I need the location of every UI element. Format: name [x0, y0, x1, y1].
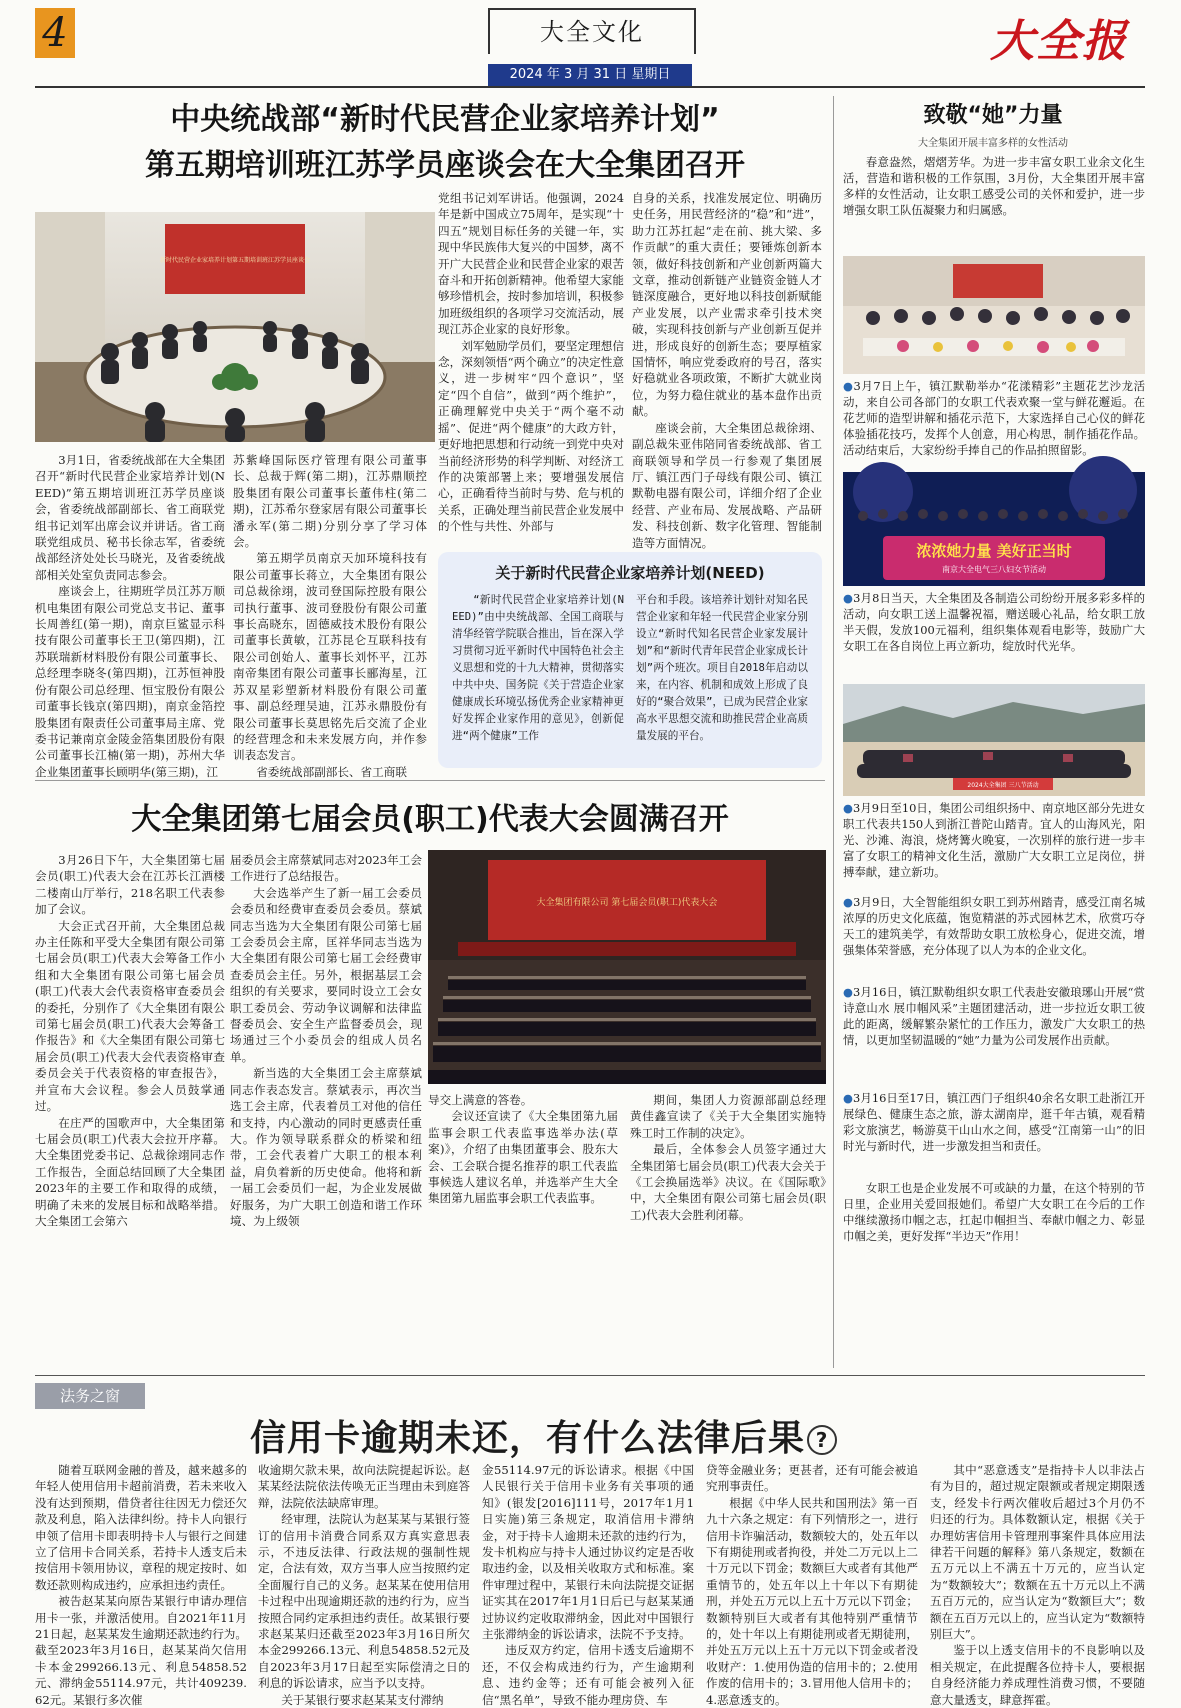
bullet-icon: ●: [843, 1091, 854, 1105]
legal-column-1: [35, 1462, 247, 1707]
question-mark-icon: ?: [807, 1425, 837, 1455]
article2-title: 大全集团第七届会员(职工)代表大会圆满召开: [131, 802, 729, 837]
paragraph: 苏紫峰国际医疗管理有限公司董事长、总裁于辉(第二期)，江苏鼎顺控股集团有限公司董事长董伟柱(第二期)，江苏希尔登家居有限公司董事长潘永军(第二期)分别分享了学习体会。: [233, 453, 427, 550]
paragraph: 平台和手段。该培养计划针对知名民营企业家和年轻一代民营企业家分别设立“新时代知名民营企业家发展计划”和“新时代青年民营企业家成长计划”两个班次。项目自2018年启动以来，在内容、机制和成效上形成了良好的“聚合效果”，已成为民营企业家高水平思想交流和助推民营企业高质量发展的平台。: [636, 594, 808, 742]
legal-column-label: 法务之窗: [35, 1383, 145, 1409]
paragraph: 省委统战部副部长、省工商联: [256, 764, 407, 779]
meeting-screen-text: 新时代民营企业家培养计划第五期培训班江苏学员座谈会: [159, 257, 311, 264]
paragraph: 最后，全体参会人员签字通过大全集团第七届会员(职工)代表大会关于《工会换届选举》决议。在《国际歌》中，大全集团有限公司第七届会员(职工)代表大会胜利闭幕。: [630, 1142, 826, 1222]
paragraph: 随着互联网金融的普及，越来越多的年轻人使用信用卡超前消费，若未来收入没有达到预期，借贷者往往因无力偿还欠款及利息，陷入法律纠纷。持卡人向银行申领了信用卡即表明持卡人与银行之间建立了信用卡合同关系，若持卡人透支后未按信用卡领用协议，章程的规定按时、如数还款则构成违约，应承担违约责任。: [35, 1463, 247, 1592]
sidebar-item-6: [843, 1090, 1145, 1178]
sidebar-item-5: [843, 984, 1145, 1088]
legal-column-2: [258, 1462, 470, 1707]
article1-column-2: [233, 452, 427, 779]
legal-column-4: [706, 1462, 918, 1707]
paragraph: 关于某银行要求赵某某支付滞纳: [281, 1692, 444, 1707]
masthead-rule: [35, 86, 1145, 88]
paragraph: 新当选的大全集团工会主席蔡斌同志作表态发言。蔡斌表示，再次当选工会主席，代表着员工对他的信任和支持，内心激动的同时更感责任重大。作为领导联系群众的桥梁和纽带，工会代表着广大职工的根本利益，肩负着新的历史使命。他将和新一届工会委员们一起，为企业发展做好服务，为广大职工创造和谐工作环境、为上级领: [230, 1066, 422, 1228]
bullet-icon: ●: [843, 591, 854, 605]
item-text: 3月9日至10日，集团公司组织扬中、南京地区部分先进女职工代表共150人到浙江普陀山踏青。宜人的山海风光，阳光、沙滩、海浪，烧烤篝火晚宴，一次别样的旅行进一步丰富了女职工的精神文化生活，激励广大女职工立足岗位，拼搏奉献，建立新功。: [843, 801, 1145, 880]
need-box-title: 关于新时代民营企业家培养计划(NEED): [495, 564, 765, 582]
banner-subtitle: 南京大全电气三八妇女节活动: [942, 565, 1046, 574]
paragraph: 大会选举产生了新一届工会委员会委员和经费审查委员会委员。蔡斌同志当选为大全集团有限公司第七届工会委员会主席，匡祥华同志当选为大全集团有限公司第七届工会经费审查委员会主任。另外，根据基层工会组织的有关要求，要同时设立工会女职工委员会、劳动争议调解和法律监督委员会、安全生产监督委员会，现场通过三个小委员会的组成人员名单。: [230, 885, 422, 1064]
sidebar-title: 致敬“她”力量: [923, 103, 1063, 128]
womens-day-banner-photo: [843, 472, 1145, 586]
item-text: 3月7日上午，镇江默勒举办“花漾精彩”主题花艺沙龙活动，来自公司各部门的女职工代表欢聚一堂与鲜花邂逅。在花艺师的造型讲解和插花示范下，大家选择自己心仪的鲜花体验插花技巧，发挥个人创意，用心构思，制作插花作品。活动结束后，大家纷纷手捧自己的作品拍照留影。: [843, 379, 1145, 458]
legal-title-text: 信用卡逾期未还，有什么法律后果: [250, 1418, 806, 1459]
paragraph: 金55114.97元的诉讼请求。根据《中国人民银行关于信用卡业务有关事项的通知》(银发[2016]111号，2017年1月1日实施)第三条规定，取消信用卡滞纳金，对于持卡人逾期未还款的违约行为，发卡机构应与持卡人通过协议约定是否收取违约金，以及相关收取方式和标准。案件审理过程中，某银行未向法院提交证据证实其在2017年1月1日后已与赵某某通过协议约定收取滞纳金，因此对中国银行主张滞纳金的诉讼请求，法院不予支持。: [482, 1463, 694, 1642]
paragraph: “新时代民营企业家培养计划(NEED)”由中央统战部、全国工商联与清华经管学院联合推出，旨在深入学习贯彻习近平新时代中国特色社会主义思想和党的十九大精神，贯彻落实中共中央、国务院《关于营造企业家健康成长环境弘扬优秀企业家精神更好发挥企业家作用的意见》，创新促进“两个健康”工作: [452, 594, 624, 742]
paragraph: 女职工也是企业发展不可或缺的力量，在这个特别的节日里，企业用关爱回报她们。希望广大女职工在今后的工作中继续激扬巾帼之志，扛起巾帼担当、奉献巾帼之力、彰显巾帼之美，更好发挥“半边天”作用！: [843, 1181, 1145, 1244]
paragraph: 期间，集团人力资源部副总经理黄佳鑫宣读了《关于大全集团实施特殊工时工作制的决定》。: [630, 1093, 826, 1140]
sidebar-subtitle: 大全集团开展丰富多样的女性活动: [918, 138, 1068, 149]
bullet-icon: ●: [843, 801, 853, 815]
sidebar-intro: [843, 154, 1145, 252]
paragraph: 3月26日下午，大全集团第七届会员(职工)代表大会在江苏长江酒楼二楼南山厅举行，218名职工代表参加了会议。: [35, 853, 225, 917]
paragraph: 届委员会主席蔡斌同志对2023年工会工作进行了总结报告。: [230, 853, 422, 884]
legal-title: [250, 1410, 990, 1461]
paragraph: 鉴于以上透支信用卡的不良影响以及相关规定，在此提醒各位持卡人，要根据自身经济能力养成理性消费习惯，不要随意大量透支，肆意挥霍。: [930, 1643, 1145, 1707]
need-box-text-right: [636, 592, 808, 764]
legal-column-3: [482, 1462, 694, 1707]
beach-banner-text: 2024大全集团 三八节活动: [967, 782, 1039, 789]
section-divider: [35, 780, 825, 781]
paragraph: 座谈会前，大全集团总裁徐翊、副总裁朱亚伟陪同省委统战部、省工商联领导和学员一行参观了集团展厅、镇江西门子母线有限公司、镇江默勒电器有限公司，详细介绍了企业经营、产业布局、发展战略、产品研发、科技创新、数字化管理、智能制造等方面情况。: [632, 420, 822, 550]
item-text: 3月16日至17日，镇江西门子组织40余名女职工赴浙江开展绿色、健康生态之旅，游太湖南岸，逛千年古镇，观看精彩文旅演艺，畅游莫干山山水之间，感受“江南第一山”的旧时光与新时代，进一步激发担当和责任。: [843, 1091, 1145, 1154]
paragraph: 座谈会上，往期班学员江苏万顺机电集团有限公司党总支书记、董事长周善红(第一期)，南京巨鲨显示科技有限公司董事长王卫(第四期)，江苏联瑞新材料股份有限公司董事长、总经理李晓冬(第四期)，江苏恒神股份有限公司总经理、恒宝股份有限公司董事长钱京(第四期)，南京金箔控股集团有限责任公司董事局主席、党委书记兼南京金陵金箔集团股份有限公司董事长江楠(第一期)，苏州大华企业集团董事长顾明华(第三期)，江: [35, 584, 225, 779]
article2-column-1: [35, 852, 225, 1372]
sidebar-item-1: [843, 378, 1145, 468]
paragraph: 根据《中华人民共和国刑法》第一百九十六条之规定：有下列情形之一，进行信用卡诈骗活动，数额较大的，处五年以下有期徒刑或者拘役，并处二万元以上二十万元以下罚金；数额巨大或者有其他严重情节的，处五年以上十年以下有期徒刑，并处五万元以上五十万元以下罚金；数额特别巨大或者有其他特别严重情节的，处十年以上有期徒刑或者无期徒刑，并处五万元以上五十万元以下罚金或者没收财产：1.使用伪造的信用卡的；2.使用作废的信用卡的；3.冒用他人信用卡的；4.恶意透支的。: [706, 1495, 918, 1707]
bullet-icon: ●: [843, 985, 854, 999]
paragraph: 第五期学员南京天加环境科技有限公司董事长蒋立，大全集团有限公司总裁徐翊，波司登国际控股有限公司执行董事、波司登股份有限公司董事长高晓东，固德威技术股份有限公司董事长黄敏，江苏昆仑互联科技有限公司创始人、董事长刘怀平，江苏南帝集团有限公司董事长郦海星，江苏双星彩塑新材料股份有限公司董事、副总经理吴迪，江苏永鼎股份有限公司董事长莫思铭先后交流了企业的经营理念和未来发展方向，并作参训表态发言。: [233, 551, 427, 763]
article1-title-line2: 第五期培训班江苏学员座谈会在大全集团召开: [145, 148, 745, 183]
article1-title-line1: 中央统战部“新时代民营企业家培养计划”: [170, 102, 720, 137]
article1-column-4: [632, 190, 822, 550]
paragraph: 大会正式召开前，大全集团总裁办主任陈和平受大全集团有限公司第七届会员(职工)代表大会筹备工作小组和大全集团有限公司第七届会员(职工)代表大会代表资格审查委员会的委托，分别作了《大全集团有限公司第七届会员(职工)代表大会筹备工作报告》和《大全集团有限公司第七届会员(职工)代表大会代表资格审查委员会关于代表资格的审查报告》，并宣布大会议程。参会人员鼓掌通过。: [35, 918, 225, 1114]
legal-divider: [35, 1375, 1145, 1376]
sidebar-item-3: [843, 800, 1145, 892]
paragraph: 违反双方约定，信用卡透支后逾期不还，不仅会构成违约行为，产生逾期利息、违约金等；还有可能会被列入征信“黑名单”，导致不能办理房贷、车: [482, 1643, 694, 1707]
paragraph: 党组书记刘军讲话。他强调，2024年是新中国成立75周年，是实现“十四五”规划目标任务的关键一年，实现中华民族伟大复兴的中国梦，离不开广大民营企业和民营企业家的艰苦奋斗和开拓创新精神。他希望大家能够珍惜机会，按时参加培训，积极参加班级组织的各项学习交流活动，展现江苏企业家的良好形象。: [438, 191, 624, 337]
paragraph: 被告赵某某向原告某银行申请办理信用卡一张，并激活使用。自2021年11月21日起，赵某某发生逾期还款违约行为。截至2023年3月16日，赵某某尚欠信用卡本金299266.13元、利息54858.52元、滞纳金55114.97元，共计409239.62元。某银行多次催: [35, 1594, 247, 1707]
banner-slogan: 浓浓她力量 美好正当时: [916, 542, 1072, 560]
column-name: 大全文化: [488, 8, 696, 54]
paragraph: 自身的关系，找准发展定位、明确历史任务，用民营经济的“稳”和“进”，助力江苏扛起“走在前、挑大梁、多作贡献”的重大责任；要锤炼创新本领，做好科技创新和产业创新两篇大文章，推动创新链产业链资金链人才链深度融合，更好地以科技创新赋能产业发展，以产业需求牵引技术突破，实现科技创新与产业创新互促并进，形成良好的创新生态；要厚植家国情怀，响应党委政府的号召，落实好稳就业各项政策，不断扩大就业岗位，为努力稳住就业的基本盘作出贡献。: [632, 191, 822, 419]
need-info-box: [438, 552, 822, 768]
beach-group-photo: [843, 684, 1145, 796]
issue-date: 2024 年 3 月 31 日 星期日: [488, 64, 692, 86]
sidebar-item-4: [843, 894, 1145, 982]
item-text: 3月8日当天，大全集团及各制造公司纷纷开展多彩多样的活动，向女职工送上温馨祝福，赠送暖心礼品，给女职工放半天假，发放100元福利，组织集体观看电影等，鼓励广大女职工在各自岗位上再立新功，绽放时代光华。: [843, 591, 1145, 654]
bullet-icon: ●: [843, 895, 854, 909]
page-number: 4: [35, 8, 75, 58]
congress-photo: [428, 850, 826, 1084]
paragraph: 春意盎然，熠熠芳华。为进一步丰富女职工业余文化生活，营造和谐积极的工作氛围，3月份，大全集团开展丰富多样的女性活动，让女职工感受公司的关怀和爱护，进一步增强女职工队伍凝聚力和归属感。: [843, 155, 1145, 218]
paragraph: 刘军勉励学员们，要坚定理想信念，深刻领悟“两个确立”的决定性意义，进一步树牢“四个意识”，坚定“四个自信”，做到“两个维护”，正确理解党中央关于“两个毫不动摇”、促进“两个健康”的大政方针，更好地把思想和行动统一到党中央对当前经济形势的科学判断、对经济工作的决策部署上来；要增强发展信心，正确看待当前时与势、危与机的关系，正确处理当前民营企业发展中的个性与共性、外部与: [438, 338, 624, 534]
article1-column-1: [35, 452, 225, 779]
article2-column-4: [630, 1092, 826, 1372]
article1-column-3: [438, 190, 624, 545]
paragraph: 导交上满意的答卷。: [428, 1093, 533, 1107]
paragraph: 收逾期欠款未果，故向法院提起诉讼。赵某某经法院依法传唤无正当理由未到庭答辩，法院依法缺席审理。: [258, 1463, 470, 1510]
flower-salon-photo: [843, 256, 1145, 374]
article2-column-3: [428, 1092, 618, 1372]
item-text: 3月9日，大全智能组织女职工到苏州踏青，感受江南名城浓厚的历史文化底蕴，饱览精湛的苏式园林艺术，欣赏巧夺天工的建筑美学，有效帮助女职工放松身心，促进交流，增强集体荣誉感，充分体现了以人为本的企业文化。: [843, 895, 1145, 958]
paragraph: 经审理，法院认为赵某某与某银行签订的信用卡消费合同系双方真实意思表示，不违反法律、行政法规的强制性规定，合法有效，双方当事人应当按照约定全面履行自己的义务。赵某某在使用信用卡过程中出现逾期还款的违约行为，应当按照合同约定承担违约责任。故某银行要求赵某某归还截至2023年3月16日所欠本金299266.13元、利息54858.52元及自2023年3月17日起至实际偿清之日的利息的诉讼请求，应当予以支持。: [258, 1512, 470, 1691]
sidebar-item-2: [843, 590, 1145, 680]
newspaper-logo: 大全报: [990, 16, 1128, 67]
sidebar-divider: [833, 96, 834, 1368]
paragraph: 贷等金融业务；更甚者，还有可能会被追究刑事责任。: [706, 1463, 918, 1494]
paragraph: 3月1日，省委统战部在大全集团召开“新时代民营企业家培养计划(NEED)”第五期培训班江苏学员座谈会，省委统战部副部长、省工商联党组书记刘军出席会议并讲话。省工商联党组成员、秘书长徐志军，省委统战部经济处处长马晓光，及省委统战部相关处室负责同志参会。: [35, 453, 225, 582]
paragraph: 在庄严的国歌声中，大全集团第七届会员(职工)代表大会拉开序幕。大全集团党委书记、总裁徐翊同志作工作报告，全面总结回顾了大全集团2023年的主要工作和取得的成绩，明确了未来的发展目标和战略举措。大全集团工会第六: [35, 1115, 225, 1228]
need-box-text-left: [452, 592, 624, 764]
paragraph: 会议还宣读了《大全集团第九届监事会职工代表监事选举办法(草案)》，介绍了由集团董事会、股东大会、工会联合提名推荐的职工代表监事候选人建议名单，并选举产生大全集团第九届监事会职工代表监事。: [428, 1109, 618, 1206]
article2-column-2: [230, 852, 422, 1372]
bullet-icon: ●: [843, 379, 854, 393]
congress-screen-text: 大全集团有限公司 第七届会员(职工)代表大会: [536, 898, 718, 908]
item-text: 3月16日，镇江默勒组织女职工代表赴安徽琅琊山开展“赏诗意山水 展巾帼风采”主题团建活动，进一步拉近女职工彼此的距离，缓解繁杂紧忙的工作压力，激发广大女职工的热情，以更加坚韧温暖的“她”力量为公司发展作出贡献。: [843, 985, 1145, 1048]
paragraph: 其中“恶意透支”是指持卡人以非法占有为目的，超过规定限额或者规定期限透支，经发卡行两次催收后超过3个月仍不归还的行为。具体数额认定，根据《关于办理妨害信用卡管理刑事案件具体应用法律若干问题的解释》第八条规定，数额在五万元以上不满五十万元的，应当认定为“数额较大”；数额在五十万元以上不满五百万元的，应当认定为“数额巨大”；数额在五百万元以上的，应当认定为“数额特别巨大”。: [930, 1463, 1145, 1642]
legal-column-5: [930, 1462, 1145, 1707]
sidebar-outro: [843, 1180, 1145, 1370]
meeting-photo: [35, 212, 435, 442]
